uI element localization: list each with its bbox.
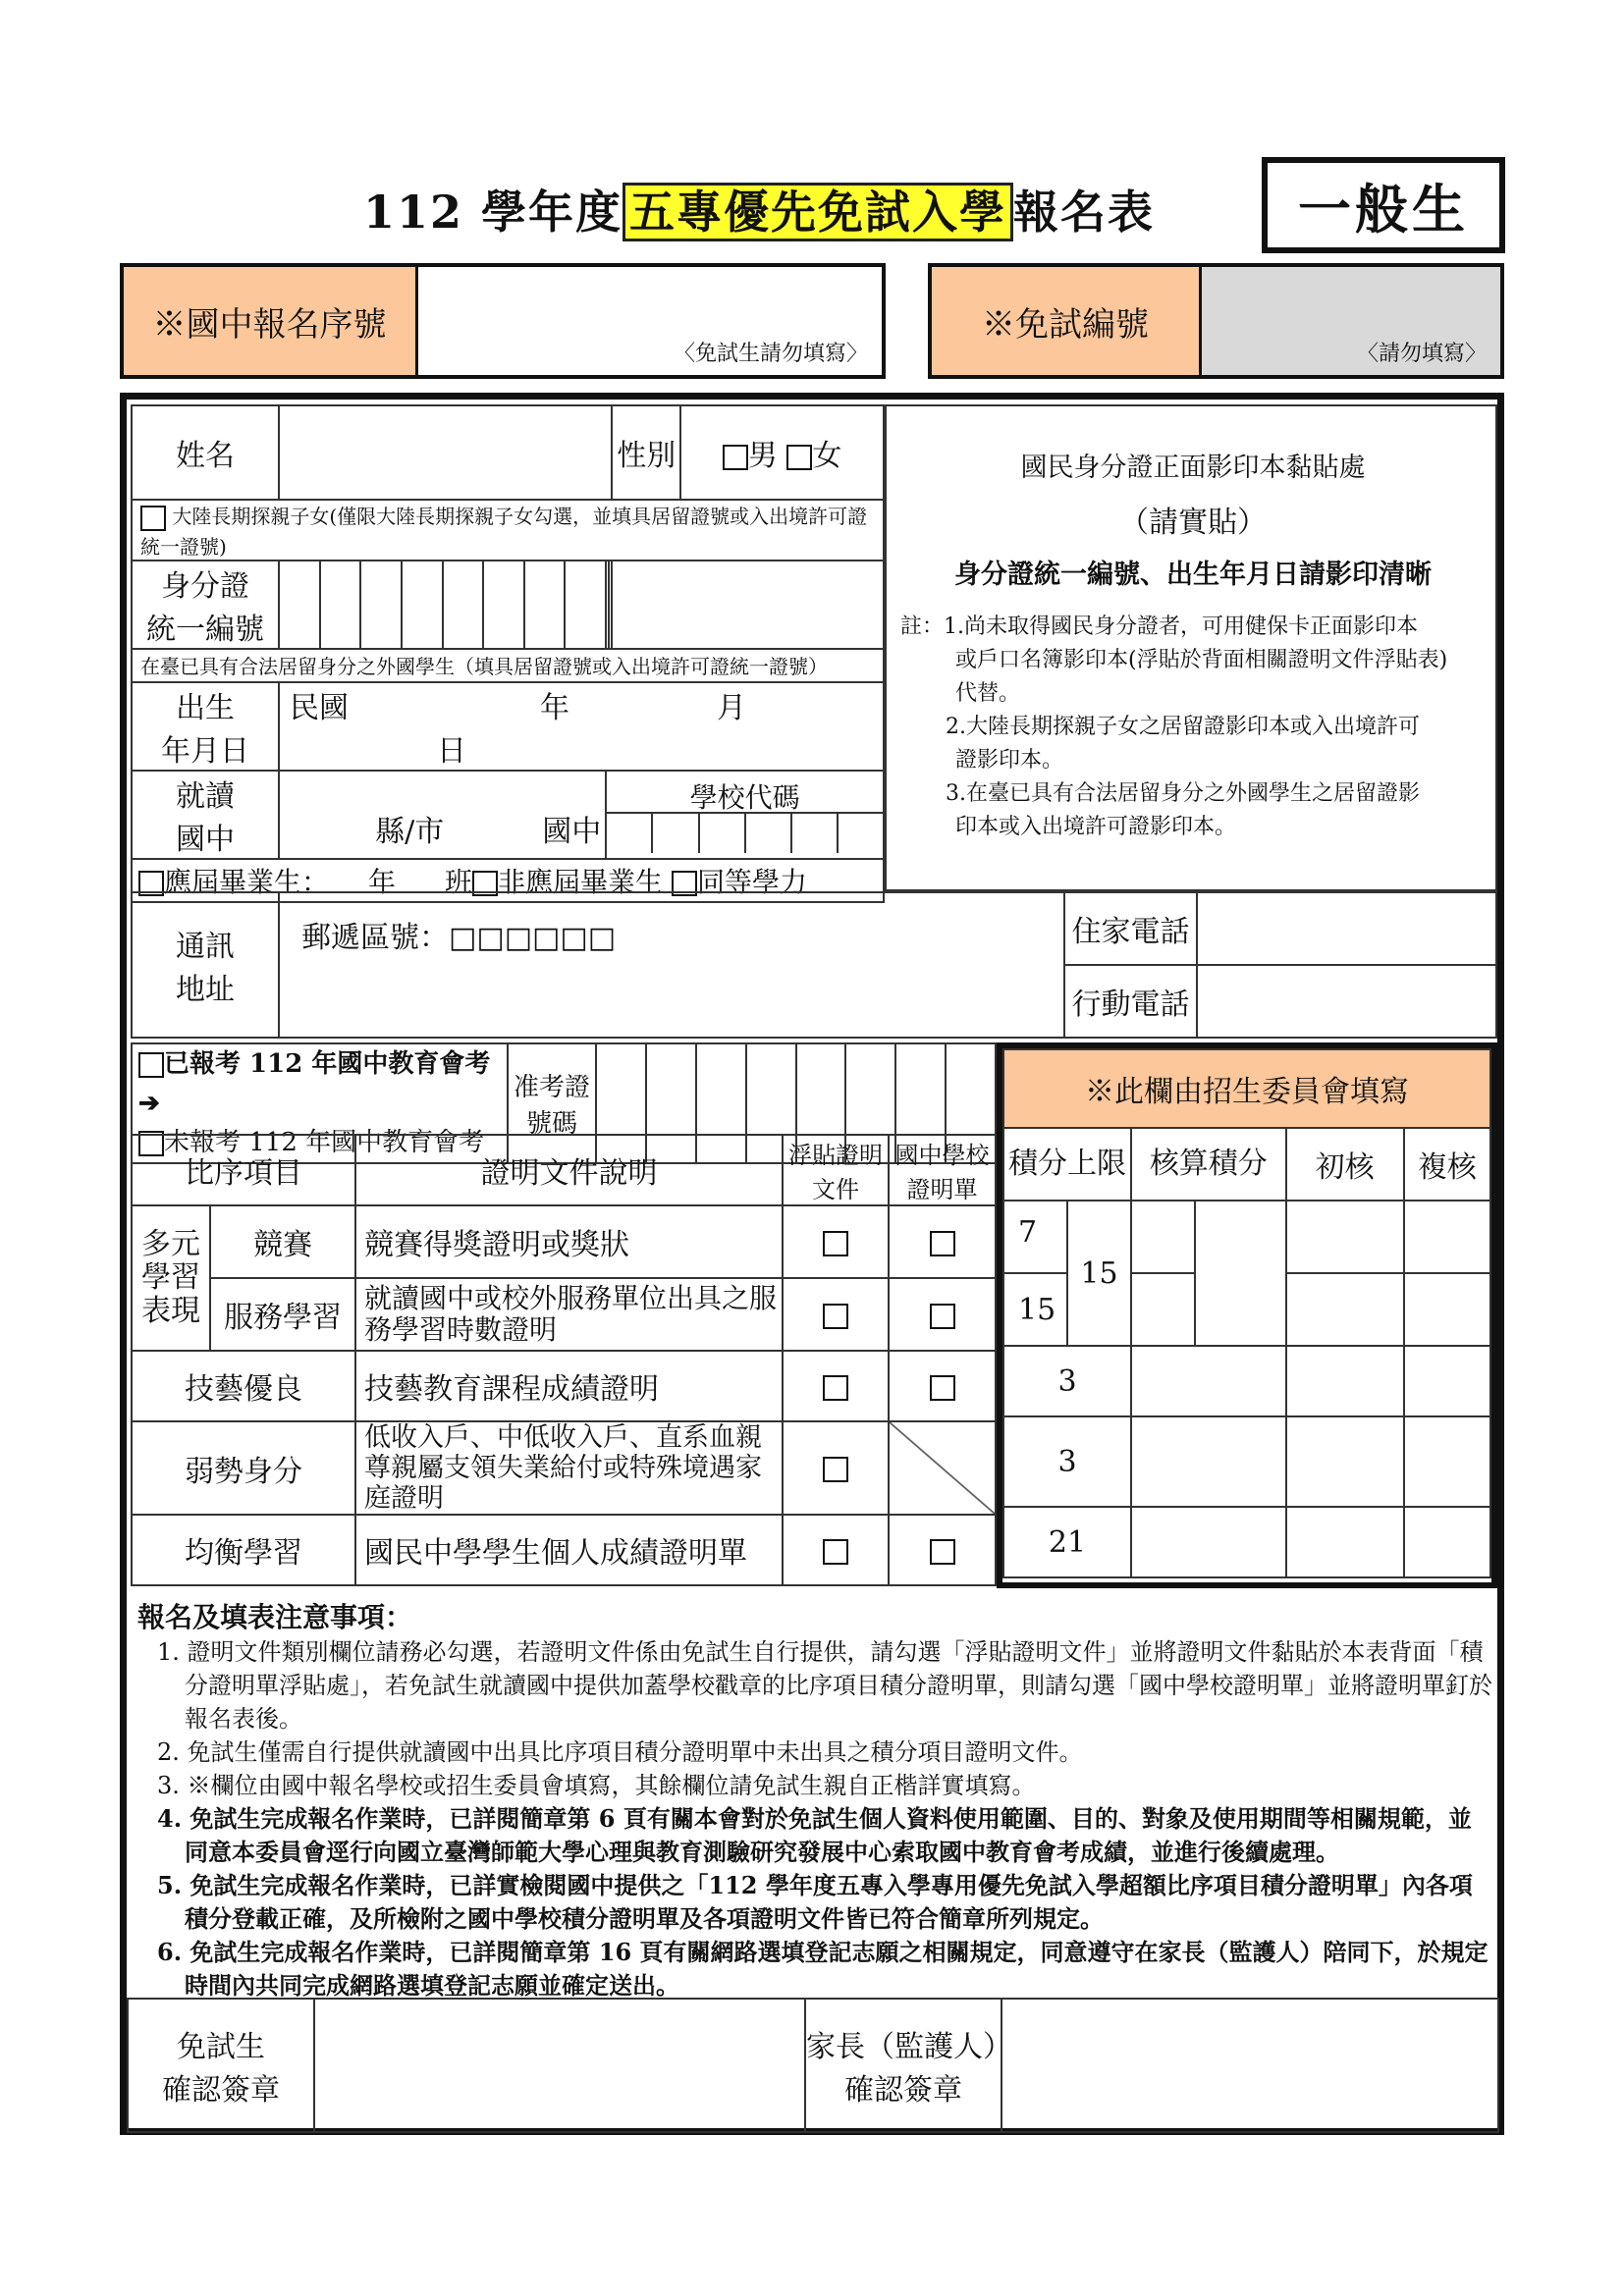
row-item: 技藝優良: [132, 1351, 355, 1421]
first-cell[interactable]: [1286, 1346, 1404, 1416]
junior-label: 國中: [542, 814, 602, 849]
committee-header: ※此欄由招生委員會填寫: [1003, 1049, 1490, 1128]
exam-taken-checkbox[interactable]: [138, 1052, 164, 1078]
address-label: [132, 892, 279, 1038]
school-label-line1: 就讀: [176, 778, 235, 814]
school-doc-checkbox[interactable]: [930, 1539, 955, 1565]
header-cap: 積分上限: [1003, 1128, 1131, 1201]
school-doc-slash-cell: [889, 1421, 996, 1515]
first-cell[interactable]: [1286, 1507, 1404, 1577]
id-digit[interactable]: [320, 561, 361, 649]
birth-era: 民國: [290, 690, 349, 725]
foreign-note: 在臺已具有合法居留身分之外國學生（填具居留證號或入出境許可證統一證號）: [140, 655, 828, 678]
float-doc-cell: [783, 1278, 889, 1351]
birth-label-line2: 年月日: [161, 733, 249, 769]
items-table: [131, 1134, 997, 1586]
category-box: 一般生: [1262, 157, 1505, 253]
title-suffix: 報名表: [1013, 186, 1156, 239]
header-first: 初核: [1286, 1128, 1404, 1201]
row-item: 弱勢身分: [132, 1421, 355, 1515]
mobile-phone-field[interactable]: [1197, 965, 1496, 1038]
second-cell[interactable]: [1404, 1346, 1490, 1416]
mobile-phone-label: 行動電話: [1064, 965, 1197, 1038]
exam-number-field[interactable]: [1202, 267, 1500, 375]
row-doc: 國民中學學生個人成績證明單: [355, 1515, 783, 1585]
cap-value: 7: [1003, 1201, 1067, 1273]
row-doc: 就讀國中或校外服務單位出具之服務學習時數證明: [355, 1278, 783, 1351]
first-cell[interactable]: [1286, 1201, 1404, 1273]
cap-value: 21: [1003, 1507, 1131, 1577]
id-photo-note: 或戶口名簿影印本(浮貼於背面相關證明文件浮貼表): [955, 648, 1448, 672]
id-photo-note: 3.在臺已具有合法居留身分之外國學生之居留證影: [946, 781, 1420, 806]
exam-not-taken-label: 未報考 112 年國中教育會考: [164, 1128, 485, 1157]
header-float-doc: 浮貼證明文件: [783, 1135, 889, 1205]
personal-info-table: [131, 404, 885, 903]
note-item: 2. 免試生僅需自行提供就讀國中出具比序項目積分證明單中未出具之積分項目證明文件。: [157, 1738, 1083, 1766]
second-cell[interactable]: [1404, 1507, 1490, 1577]
admission-label-line2: 號碼: [525, 1109, 577, 1139]
row-doc: 低收入戶、中低收入戶、直系血親尊親屬支領失業給付或特殊境遇家庭證明: [355, 1421, 783, 1515]
id-photo-note: 證影印本。: [955, 748, 1064, 773]
committee-table: [1002, 1048, 1491, 1578]
parent-sign-line2: 確認簽章: [844, 2073, 962, 2108]
county-label: 縣/市: [375, 814, 445, 849]
birth-year: 年: [540, 690, 569, 725]
header-calc: 核算積分: [1131, 1128, 1286, 1201]
id-digit[interactable]: [443, 561, 484, 649]
notes-section: [137, 1596, 1492, 2002]
noncurrent-grad-label: 非應屆畢業生: [498, 865, 664, 898]
id-photo-note: 2.大陸長期探親子女之居留證影印本或入出境許可: [946, 715, 1420, 739]
id-digit[interactable]: [279, 561, 320, 649]
birth-label: [132, 682, 279, 771]
home-phone-label: 住家電話: [1064, 892, 1197, 965]
header-doc: 證明文件說明: [355, 1135, 783, 1205]
birth-label-line1: 出生: [176, 690, 235, 725]
home-phone-field[interactable]: [1197, 892, 1496, 965]
second-cell[interactable]: [1404, 1273, 1490, 1346]
school-doc-checkbox[interactable]: [930, 1304, 955, 1329]
note-item: 1. 證明文件類別欄位請務必勾選，若證明文件係由免試生自行提供，請勾選「浮貼證明文件」並將證明文件黏貼於本表背面「積分證明單浮貼處」，若免試生就讀國中提供加蓋學校戳章的比序項目積分證明單，則請勾選「國中學校證明單」並將證明單釘於報名表後。: [157, 1638, 1492, 1733]
gender-male-checkbox[interactable]: [723, 445, 748, 470]
current-grad-label: 應屆畢業生：: [164, 865, 330, 898]
id-label-line1: 身分證: [161, 568, 249, 604]
id-label-line2: 統一編號: [146, 612, 264, 647]
gender-label: 性別: [612, 405, 680, 500]
header-second: 複核: [1404, 1128, 1490, 1201]
junior-serial-field[interactable]: [418, 267, 882, 375]
cap-value: 15: [1003, 1273, 1067, 1346]
school-doc-checkbox[interactable]: [930, 1231, 955, 1256]
student-sign-field[interactable]: [314, 1999, 805, 2132]
id-digit[interactable]: [612, 561, 884, 649]
zip-label: 郵遞區號：□□□□□□: [301, 921, 617, 955]
parent-sign-line1: 家長（監護人）: [806, 2030, 1012, 2064]
id-photo-sub: （請實貼）: [1119, 506, 1267, 540]
junior-serial-hint: 〈免試生請勿填寫〉: [673, 342, 868, 366]
float-doc-cell: [783, 1351, 889, 1421]
id-label: [132, 561, 279, 649]
exam-number-hint: 〈請勿填寫〉: [1356, 342, 1487, 366]
grad-class: 班: [445, 865, 473, 898]
group-multi: 多元學習表現: [132, 1205, 210, 1351]
row-sub: 競賽: [210, 1205, 355, 1278]
school-code-digits[interactable]: [607, 814, 883, 853]
note-item: 4. 免試生完成報名作業時，已詳閱簡章第 6 頁有關本會對於免試生個人資料使用範圍、目的、對象及使用期間等相關規範，並同意本委員會逕行向國立臺灣師範大學心理與教育測驗研究發展中心索取國中教育會考成績，並進行後續處理。: [157, 1804, 1472, 1866]
cap-value: 3: [1003, 1416, 1131, 1507]
junior-serial-label: ※國中報名序號: [124, 267, 418, 375]
gender-male-label: 男: [747, 439, 778, 473]
foreign-row: [132, 649, 884, 682]
row-doc: 競賽得獎證明或獎狀: [355, 1205, 783, 1278]
school-doc-cell: [889, 1205, 996, 1278]
float-doc-checkbox[interactable]: [823, 1457, 848, 1482]
id-digit[interactable]: [360, 561, 402, 649]
gender-female-label: 女: [812, 439, 842, 473]
float-doc-checkbox[interactable]: [823, 1304, 848, 1329]
student-sign-line1: 免試生: [177, 2030, 265, 2064]
gender-options: [680, 405, 884, 500]
float-doc-checkbox[interactable]: [823, 1231, 848, 1256]
school-code-cell: [606, 771, 884, 859]
school-doc-checkbox[interactable]: [930, 1375, 955, 1401]
exam-number-box: [928, 263, 1504, 379]
grad-year: 年: [368, 865, 397, 898]
mainland-note: 大陸長期探親子女(僅限大陸長期探親子女勾選，並填具居留證號或入出境許可證統一證號): [140, 505, 868, 559]
id-photo-note: 代替。: [955, 681, 1021, 706]
second-cell[interactable]: [1404, 1416, 1490, 1507]
calc-cell[interactable]: [1131, 1416, 1286, 1507]
cap-value: 3: [1003, 1346, 1131, 1416]
id-photo-note: 印本或入出境許可證影印本。: [955, 815, 1237, 839]
calc-cell[interactable]: [1131, 1201, 1195, 1273]
address-table: [131, 891, 1497, 1039]
id-photo-area[interactable]: [885, 404, 1497, 891]
calc-cell[interactable]: [1131, 1507, 1286, 1577]
student-sign-line2: 確認簽章: [162, 2073, 280, 2108]
school-label: [132, 771, 279, 859]
signature-table: [127, 1998, 1499, 2133]
address-field[interactable]: [279, 892, 1064, 1038]
header-item: 比序項目: [132, 1135, 355, 1205]
exam-number-label: ※免試編號: [932, 267, 1202, 375]
id-digit[interactable]: [565, 561, 606, 649]
second-cell[interactable]: [1404, 1201, 1490, 1273]
float-doc-checkbox[interactable]: [823, 1539, 848, 1565]
note-item: 5. 免試生完成報名作業時，已詳實檢閱國中提供之「112 學年度五專入學專用優先免試入學超額比序項目積分證明單」內各項積分登載正確，及所檢附之國中學校積分證明單及各項證明文件皆已符合簡章所列規定。: [157, 1871, 1473, 1933]
junior-serial-box: [120, 263, 886, 379]
school-label-line2: 國中: [176, 822, 235, 857]
multi-cap-value: 15: [1067, 1201, 1131, 1346]
id-digit[interactable]: [524, 561, 566, 649]
float-doc-cell: [783, 1421, 889, 1515]
exam-taken-label: 已報考 112 年國中教育會考➔: [138, 1049, 491, 1118]
first-cell[interactable]: [1286, 1273, 1404, 1346]
school-doc-cell: [889, 1351, 996, 1421]
school-doc-cell: [889, 1278, 996, 1351]
id-photo-bold: 身分證統一編號、出生年月日請影印清晰: [954, 560, 1432, 590]
birth-day: 日: [437, 733, 466, 769]
title-prefix: 112 學年度: [363, 186, 623, 239]
school-field[interactable]: [279, 771, 606, 859]
float-doc-checkbox[interactable]: [823, 1375, 848, 1401]
mainland-checkbox[interactable]: [140, 506, 166, 531]
form-title: [363, 177, 1155, 241]
admission-label-line1: 准考證: [513, 1073, 590, 1102]
first-cell[interactable]: [1286, 1416, 1404, 1507]
mainland-row: [132, 500, 884, 561]
row-sub: 服務學習: [210, 1278, 355, 1351]
row-item: 均衡學習: [132, 1515, 355, 1585]
student-sign-label: [128, 1999, 314, 2132]
parent-sign-field[interactable]: [1001, 1999, 1498, 2132]
header-school-doc: 國中學校證明單: [889, 1135, 996, 1205]
birth-month: 月: [717, 690, 746, 725]
notes-title: 報名及填表注意事項：: [137, 1601, 413, 1633]
row-doc: 技藝教育課程成績證明: [355, 1351, 783, 1421]
id-digit[interactable]: [483, 561, 524, 649]
float-doc-cell: [783, 1515, 889, 1585]
parent-sign-label: [805, 1999, 1012, 2132]
school-code-label: 學校代碼: [607, 776, 883, 814]
float-doc-cell: [783, 1205, 889, 1278]
school-doc-cell: [889, 1515, 996, 1585]
equiv-label: 同等學力: [696, 865, 807, 898]
calc-total-cell[interactable]: [1195, 1201, 1286, 1346]
calc-cell[interactable]: [1131, 1273, 1195, 1346]
title-highlight: 五專優先免試入學: [623, 183, 1013, 241]
calc-cell[interactable]: [1131, 1346, 1286, 1416]
address-label-line2: 地址: [176, 973, 235, 1007]
id-photo-note: 註：1.尚未取得國民身分證者，可用健保卡正面影印本: [900, 614, 1418, 639]
note-item: 3. ※欄位由國中報名學校或招生委員會填寫，其餘欄位請免試生親自正楷詳實填寫。: [157, 1772, 1036, 1799]
id-photo-title: 國民身分證正面影印本黏貼處: [1020, 453, 1366, 483]
address-label-line1: 通訊: [176, 930, 235, 964]
name-field[interactable]: [279, 405, 612, 500]
id-digit[interactable]: [402, 561, 443, 649]
id-photo-notes: [900, 611, 1486, 844]
name-label: 姓名: [132, 405, 279, 500]
gender-female-checkbox[interactable]: [786, 445, 812, 470]
note-item: 6. 免試生完成報名作業時，已詳閱簡章第 16 頁有關網路選填登記志願之相關規定，同意遵守在家長（監護人）陪同下，於規定時間內共同完成網路選填登記志願並確定送出。: [157, 1938, 1489, 2000]
birth-field[interactable]: [279, 682, 884, 771]
